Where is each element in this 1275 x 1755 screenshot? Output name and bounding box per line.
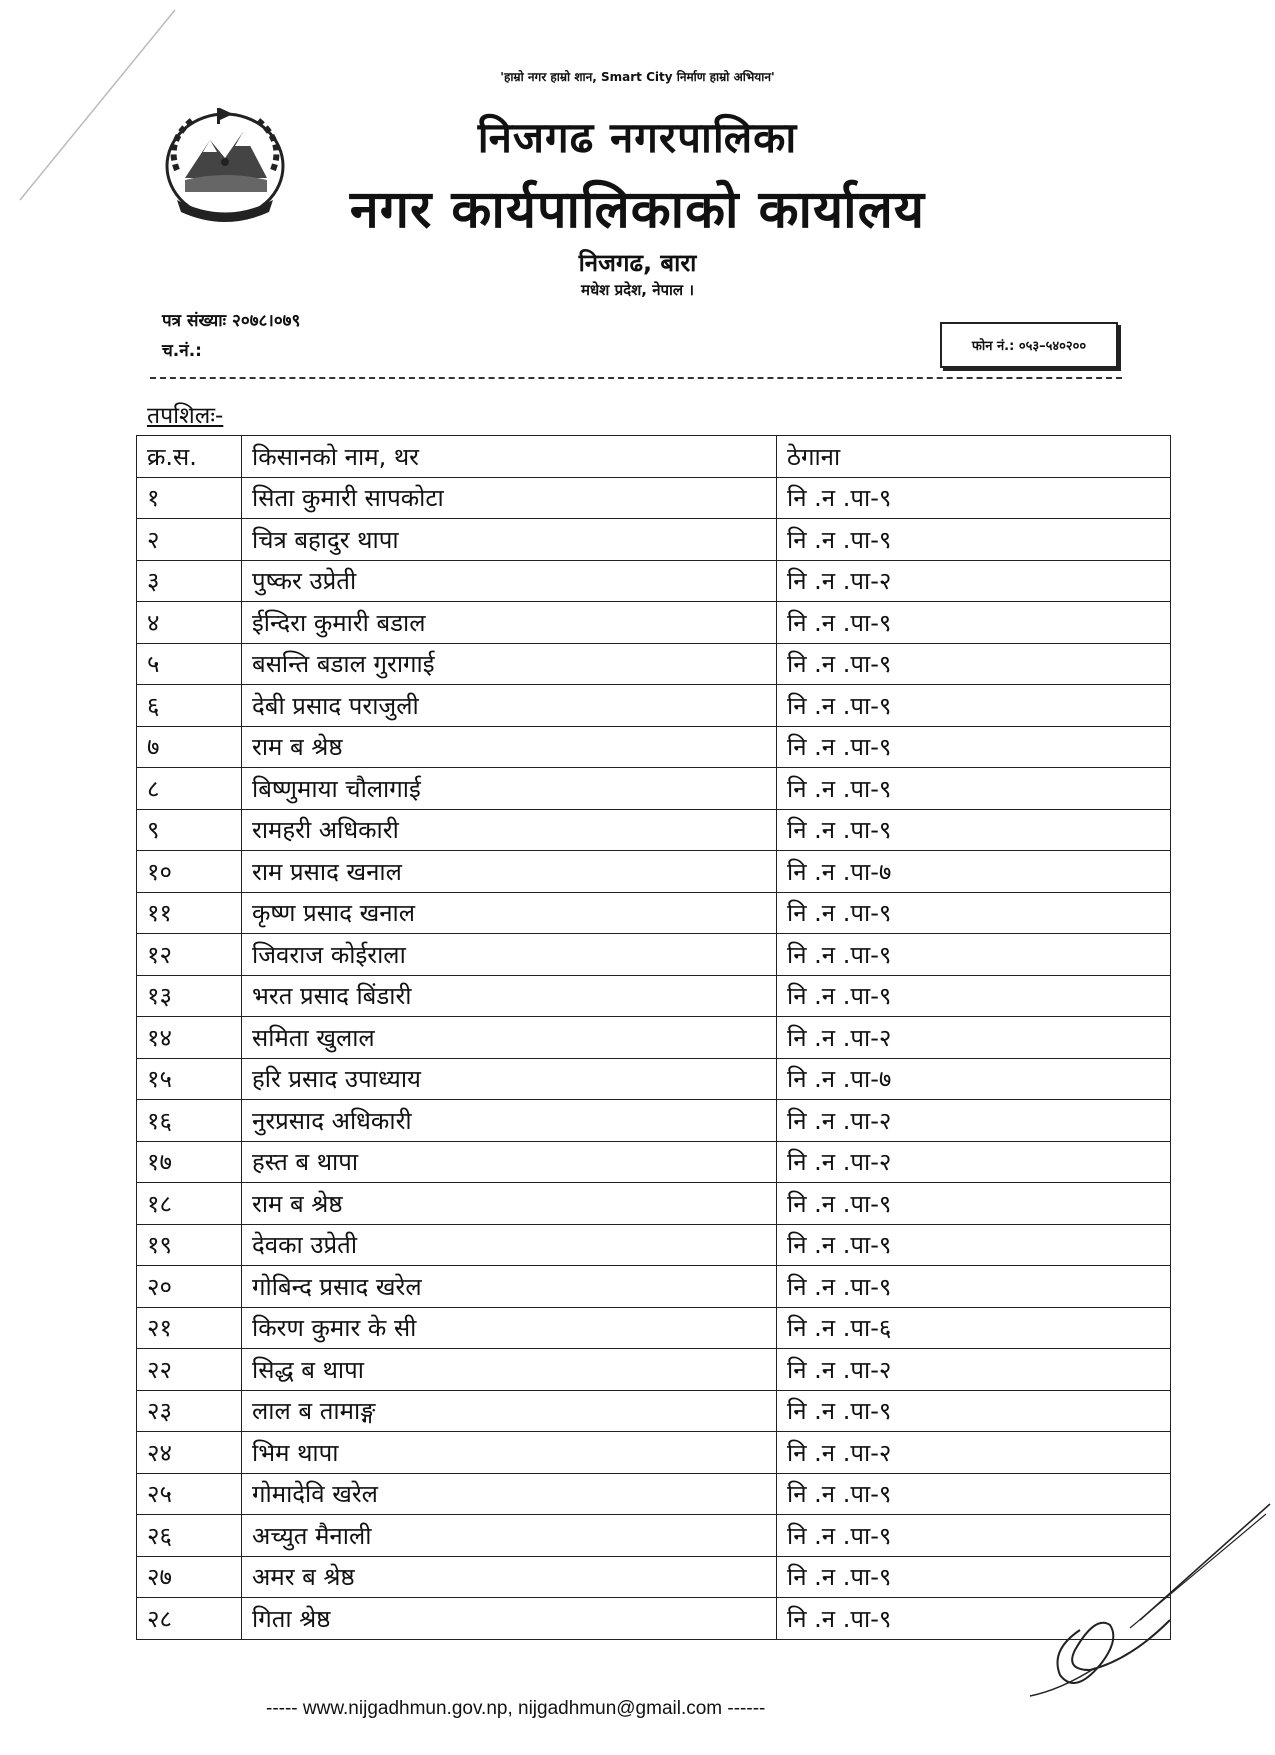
cell-address: नि .न .पा-९ [777,934,1171,976]
cell-address: नि .न .पा-९ [777,892,1171,934]
table-row [137,1307,1171,1349]
cell-serial: १८ [137,1183,242,1225]
cell-farmer-name: हरि प्रसाद उपाध्याय [242,1058,777,1100]
cell-serial: १४ [137,1017,242,1059]
cell-farmer-name: भिम थापा [242,1432,777,1474]
cell-address: नि .न .पा-९ [777,602,1171,644]
table-row [137,602,1171,644]
cell-serial: ७ [137,726,242,768]
cell-address: नि .न .पा-२ [777,1432,1171,1474]
cell-serial: ६ [137,685,242,727]
cell-address: नि .न .पा-२ [777,1141,1171,1183]
cell-serial: १९ [137,1224,242,1266]
cell-serial: १ [137,477,242,519]
cell-address: नि .न .पा-९ [777,685,1171,727]
cell-farmer-name: समिता खुलाल [242,1017,777,1059]
cell-farmer-name: हस्त ब थापा [242,1141,777,1183]
cell-address: नि .न .पा-९ [777,768,1171,810]
table-row [137,643,1171,685]
table-row [137,1473,1171,1515]
office-location: निजगढ, बारा [578,249,697,277]
cell-address: नि .न .पा-२ [777,1017,1171,1059]
table-row [137,1224,1171,1266]
cell-address: नि .न .पा-९ [777,1390,1171,1432]
letter-number: पत्र संख्याः २०७८।०७९ [162,311,301,331]
cell-farmer-name: राम ब श्रेष्ठ [242,1183,777,1225]
cell-farmer-name: जिवराज कोईराला [242,934,777,976]
cell-serial: २७ [137,1556,242,1598]
column-header-serial: क्र.स. [137,436,242,478]
cell-farmer-name: गोबिन्द प्रसाद खरेल [242,1266,777,1308]
cell-serial: १६ [137,1100,242,1142]
cell-address: नि .न .पा-९ [777,1473,1171,1515]
phone-number-box [940,322,1118,368]
table-row [137,851,1171,893]
cell-address: नि .न .पा-९ [777,1183,1171,1225]
table-row [137,1058,1171,1100]
phone-number: फोन नं.: ०५३–५४०२०० [971,339,1087,354]
table-header-row [137,436,1171,478]
cell-serial: २० [137,1266,242,1308]
cell-farmer-name: अच्युत मैनाली [242,1515,777,1557]
cell-farmer-name: देबी प्रसाद पराजुली [242,685,777,727]
table-row [137,726,1171,768]
table-row [137,560,1171,602]
office-name: नगर कार्यपालिकाको कार्यालय [349,180,926,240]
handwritten-signature [1020,1500,1275,1700]
cell-farmer-name: गिता श्रेष्ठ [242,1598,777,1640]
table-row [137,1266,1171,1308]
cell-farmer-name: राम प्रसाद खनाल [242,851,777,893]
cell-serial: २ [137,519,242,561]
cell-address: नि .न .पा-९ [777,1556,1171,1598]
table-row [137,1598,1171,1640]
cell-address: नि .न .पा-६ [777,1307,1171,1349]
cell-farmer-name: चित्र बहादुर थापा [242,519,777,561]
slogan: 'हाम्रो नगर हाम्रो शान, Smart City निर्माण हाम्रो अभियान' [500,70,775,84]
cell-address: नि .न .पा-९ [777,1224,1171,1266]
table-row [137,768,1171,810]
cell-serial: ४ [137,602,242,644]
table-row [137,934,1171,976]
cell-farmer-name: बसन्ति बडाल गुरागाई [242,643,777,685]
cell-address: नि .न .पा-२ [777,560,1171,602]
cell-farmer-name: रामहरी अधिकारी [242,809,777,851]
reference-block [162,306,300,366]
cell-serial: ५ [137,643,242,685]
cell-serial: २५ [137,1473,242,1515]
table-row [137,975,1171,1017]
cell-serial: १० [137,851,242,893]
cell-serial: २८ [137,1598,242,1640]
cell-serial: १७ [137,1141,242,1183]
table-row [137,1390,1171,1432]
table-row [137,1183,1171,1225]
separator-line [150,377,1122,379]
table-row [137,477,1171,519]
table-row [137,1141,1171,1183]
cell-farmer-name: लाल ब तामाङ्ग [242,1390,777,1432]
cell-address: नि .न .पा-९ [777,1515,1171,1557]
cell-serial: २२ [137,1349,242,1391]
farmer-table [136,435,1171,1640]
cell-serial: १३ [137,975,242,1017]
cell-serial: १२ [137,934,242,976]
table-row [137,685,1171,727]
cell-address: नि .न .पा-९ [777,726,1171,768]
table-row [137,1432,1171,1474]
cell-serial: ३ [137,560,242,602]
table-row [137,1515,1171,1557]
cell-farmer-name: कृष्ण प्रसाद खनाल [242,892,777,934]
cell-farmer-name: किरण कुमार के सी [242,1307,777,1349]
table-row [137,1349,1171,1391]
cell-address: नि .न .पा-२ [777,1100,1171,1142]
table-row [137,809,1171,851]
cell-address: नि .न .पा-७ [777,1058,1171,1100]
cell-address: नि .न .पा-७ [777,851,1171,893]
cell-address: नि .न .पा-२ [777,1349,1171,1391]
cell-address: नि .न .पा-९ [777,975,1171,1017]
cell-serial: १५ [137,1058,242,1100]
cell-farmer-name: नुरप्रसाद अधिकारी [242,1100,777,1142]
footer-contact: ----- www.nijgadhmun.gov.np, nijgadhmun@gmail.com ------ [266,1698,766,1719]
table-row [137,1100,1171,1142]
cell-address: नि .न .पा-९ [777,477,1171,519]
cell-farmer-name: राम ब श्रेष्ठ [242,726,777,768]
cell-farmer-name: सिता कुमारी सापकोटा [242,477,777,519]
cell-address: नि .न .पा-९ [777,809,1171,851]
table-row [137,1556,1171,1598]
cell-address: नि .न .पा-९ [777,1598,1171,1640]
cell-address: नि .न .पा-९ [777,643,1171,685]
cell-farmer-name: भरत प्रसाद बिंडारी [242,975,777,1017]
cell-farmer-name: पुष्कर उप्रेती [242,560,777,602]
cell-serial: ८ [137,768,242,810]
cell-serial: २३ [137,1390,242,1432]
cell-farmer-name: देवका उप्रेती [242,1224,777,1266]
column-header-address: ठेगाना [777,436,1171,478]
cell-serial: २४ [137,1432,242,1474]
cell-address: नि .न .पा-९ [777,519,1171,561]
column-header-name: किसानको नाम, थर [242,436,777,478]
cell-address: नि .न .पा-९ [777,1266,1171,1308]
table-row [137,519,1171,561]
table-body [137,477,1171,1639]
cell-serial: २१ [137,1307,242,1349]
cell-farmer-name: ईन्दिरा कुमारी बडाल [242,602,777,644]
office-province: मधेश प्रदेश, नेपाल । [580,281,695,299]
cell-serial: ११ [137,892,242,934]
table-row [137,1017,1171,1059]
table-row [137,892,1171,934]
municipality-name: निजगढ नगरपालिका [477,113,798,162]
dispatch-number: च.नं.: [162,341,202,361]
cell-farmer-name: अमर ब श्रेष्ठ [242,1556,777,1598]
cell-farmer-name: बिष्णुमाया चौलागाई [242,768,777,810]
cell-serial: ९ [137,809,242,851]
cell-farmer-name: गोमादेवि खरेल [242,1473,777,1515]
cell-farmer-name: सिद्ध ब थापा [242,1349,777,1391]
cell-serial: २६ [137,1515,242,1557]
section-label: तपशिलः- [147,403,224,429]
